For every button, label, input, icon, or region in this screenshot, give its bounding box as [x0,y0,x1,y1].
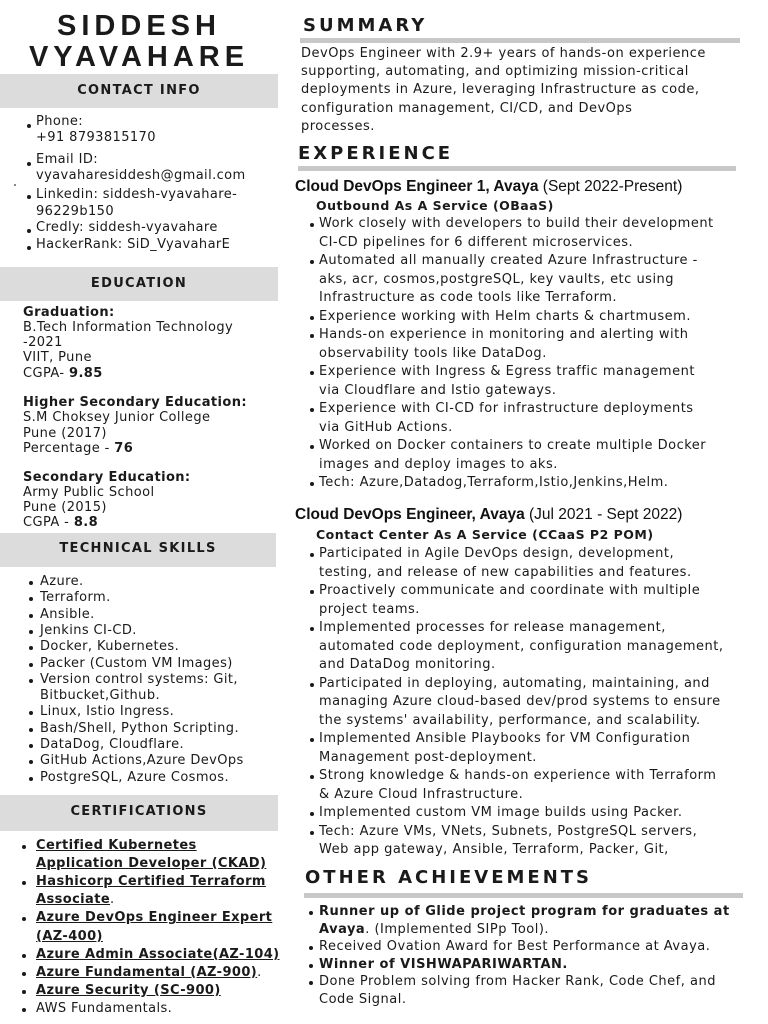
certification-name[interactable]: Associate [36,892,111,908]
certification-item[interactable] [36,892,115,909]
graduation-degree: B.Tech Information Technology [23,320,234,335]
certification-item[interactable] [36,856,266,873]
certification-name[interactable]: Application Developer (CKAD) [36,856,267,872]
summary-line: DevOps Engineer with 2.9+ years of hands-on experience [301,46,706,61]
skill-item: Bitbucket,Github. [40,688,161,704]
bullet [309,911,313,915]
job-bullet: Work closely with developers to build their development [319,216,714,231]
job-bullet: Strong knowledge & hands-on experience with Terraform [319,768,717,783]
certification-item[interactable] [36,965,262,982]
skill-item: Ansible. [40,606,95,622]
job-project: Contact Center As A Service (CCaaS P2 POM) [316,527,654,542]
job-bullet: project teams. [319,601,420,617]
job-role: Cloud DevOps Engineer 1, Avaya [295,178,539,195]
achievement-item-cont: Code Signal. [319,991,407,1007]
achievement-item: Winner of VISHWAPARIWARTAN. [319,956,568,972]
credly-link[interactable]: Credly: siddesh-vyavahare [36,220,218,235]
bullet [29,711,33,715]
job-bullet: and DataDog monitoring. [319,657,496,672]
job-bullet: Participated in deploying, automating, maintaining, and [319,675,710,691]
hsc-school: S.M Choksey Junior College [23,410,211,425]
job-dates: (Jul 2021 - Sept 2022) [524,506,683,523]
bullet [27,124,31,128]
graduation-college: VIIT, Pune [23,350,92,365]
skill-item: GitHub Actions,Azure DevOps [40,753,244,769]
summary-rule [300,38,740,43]
bullet [310,260,314,264]
certification-item[interactable] [36,874,266,891]
graduation-label: Graduation: [23,305,115,320]
bullet [310,683,314,687]
education-heading: EDUCATION [0,267,278,301]
bullet [310,627,314,631]
job-bullet: the systems' availability, performance, and scalability. [319,712,701,728]
job-title [295,505,682,524]
bullet [22,845,26,849]
ssc-year: Pune (2015) [23,500,107,515]
certification-item[interactable] [36,910,272,927]
skills-heading: TECHNICAL SKILLS [0,533,276,567]
bullet [22,972,26,976]
bullet [310,482,314,486]
summary-line: configuration management, CI/CD, and DevOps [301,100,633,116]
bullet [29,744,33,748]
name-last: VYAVAHARE [28,41,250,73]
bullet [29,581,33,585]
bullet [29,760,33,764]
achievement-item: Received Ovation Award for Best Performance at Avaya. [319,939,711,954]
bullet [29,777,33,781]
decorative-dot [14,184,16,186]
skill-item: Linux, Istio Ingress. [40,704,175,720]
hsc-score: Percentage - 76 [23,441,134,456]
summary-line: processes. [301,118,375,134]
bullet [29,630,33,634]
certification-name: AWS Fundamentals. [36,1000,173,1016]
bullet [27,229,31,233]
bullet [27,195,31,199]
job-bullet: Worked on Docker containers to create multiple Docker [319,438,707,453]
bullet [29,597,33,601]
bullet [310,408,314,412]
skill-item: Version control systems: Git, [40,671,238,687]
job-bullet: Tech: Azure,Datadog,Terraform,Istio,Jenkins,Helm. [319,475,669,490]
job-bullet: Participated in Agile DevOps design, development, [319,546,675,561]
job-bullet: aks, acr, cosmos,postgreSQL, key vaults, etc using [319,271,675,287]
punctuation: . [257,964,262,980]
bullet [29,614,33,618]
job-bullet: Implemented custom VM image builds using Packer. [319,805,683,820]
job-bullet: Experience working with Helm charts & chartmusem. [319,308,691,324]
job-bullet: Experience with CI-CD for infrastructure deployments [319,401,694,416]
bullet [309,981,313,985]
job-bullet: testing, and release of new capabilities and features. [319,564,692,580]
graduation-year: -2021 [23,335,63,350]
certification-name[interactable]: Azure Security (SC-900) [36,982,221,998]
bullet [29,728,33,732]
job-bullet: automated code deployment, configuration management, [319,638,724,654]
certification-name[interactable]: Certified Kubernetes [36,838,197,853]
ssc-school: Army Public School [23,485,155,500]
summary-line: deployments in Azure, leveraging Infrastructure as code, [301,82,700,98]
skill-item: Docker, Kubernetes. [40,639,180,655]
hsc-label: Higher Secondary Education: [23,395,247,410]
summary-heading: SUMMARY [303,15,428,36]
skill-item: Terraform. [40,590,111,606]
linkedin-link[interactable]: Linkedin: siddesh-vyavahare- [36,187,238,202]
bullet [310,371,314,375]
graduation-score: CGPA- 9.85 [23,366,103,381]
certification-item[interactable] [36,838,197,855]
job-bullet: Infrastructure as code tools like Terraform. [319,290,617,305]
bullet [29,646,33,650]
job-bullet: Proactively communicate and coordinate with multiple [319,583,701,598]
certification-name[interactable]: (AZ-400) [36,928,103,944]
bullet [310,590,314,594]
ssc-label: Secondary Education: [23,470,191,485]
experience-heading: EXPERIENCE [298,143,454,164]
job-bullet: Management post-deployment. [319,749,537,765]
certification-item [36,1001,172,1018]
job-bullet: via Cloudflare and Istio gateways. [319,382,557,398]
achievement-text: . (Implemented SIPp Tool). [365,921,550,937]
skill-item: Jenkins CI-CD. [40,622,137,638]
bullet [310,223,314,227]
job-bullet: CI-CD pipelines for 6 different microservices. [319,234,634,250]
hackerrank-link[interactable]: HackerRank: SiD_VyavaharE [36,237,231,252]
bullet [22,881,26,885]
job-bullet: Implemented processes for release management, [319,620,666,635]
skill-item: DataDog, Cloudflare. [40,737,184,752]
name-first: SIDDESH [57,10,221,42]
skill-item: PostgreSQL, Azure Cosmos. [40,769,229,785]
certification-name[interactable]: Azure Fundamental (AZ-900) [36,964,258,980]
achievement-item-cont [319,921,549,940]
certification-item[interactable] [36,983,221,1000]
achievement-bold: Avaya [319,921,366,937]
bullet [29,679,33,683]
certification-item[interactable] [36,929,103,946]
bullet [22,1008,26,1012]
bullet [309,964,313,968]
bullet [29,663,33,667]
linkedin-link-cont[interactable]: 96229b150 [36,204,115,219]
bullet [22,917,26,921]
job-dates: (Sept 2022-Present) [538,178,683,195]
achievements-rule [304,893,743,898]
job-bullet: via GitHub Actions. [319,419,453,435]
bullet [310,334,314,338]
skill-item: Bash/Shell, Python Scripting. [40,720,239,736]
bullet [310,775,314,779]
summary-line: supporting, automating, and optimizing mission-critical [301,64,689,80]
achievements-heading: OTHER ACHIEVEMENTS [305,867,593,888]
skill-item: Packer (Custom VM Images) [40,655,233,671]
job-bullet: Hands-on experience in monitoring and alerting with [319,327,689,342]
job-project: Outbound As A Service (OBaaS) [316,198,554,213]
certification-name[interactable]: Azure DevOps Engineer Expert [36,910,273,926]
job-bullet: Implemented Ansible Playbooks for VM Configuration [319,731,691,746]
job-title [295,177,682,196]
email-label: Email ID: [36,152,99,167]
hsc-year: Pune (2017) [23,426,107,441]
bullet [27,162,31,166]
bullet [310,831,314,835]
job-bullet: managing Azure cloud-based dev/prod systems to ensure [319,694,721,709]
job-bullet: Experience with Ingress & Egress traffic management [319,364,695,379]
job-bullet: Tech: Azure VMs, VNets, Subnets, PostgreSQL servers, [319,823,698,839]
bullet [309,946,313,950]
punctuation: . [110,892,115,908]
ssc-score: CGPA - 8.8 [23,515,99,530]
bullet [22,954,26,958]
job-bullet: Web app gateway, Ansible, Terraform, Packer, Git, [319,842,669,857]
bullet [310,553,314,557]
bullet [27,246,31,250]
bullet [310,316,314,320]
certifications-heading: CERTIFICATIONS [0,795,278,831]
achievement-item: Done Problem solving from Hacker Rank, Code Chef, and [319,974,716,989]
bullet [310,445,314,449]
skill-item: Azure. [40,574,84,589]
job-bullet: & Azure Cloud Infrastructure. [319,786,524,802]
phone-value: +91 8793815170 [36,130,156,145]
job-bullet: images and deploy images to aks. [319,456,558,472]
job-role: Cloud DevOps Engineer, Avaya [295,506,525,523]
bullet [310,738,314,742]
experience-rule [298,166,736,171]
bullet [310,812,314,816]
job-bullet: Automated all manually created Azure Infrastructure - [319,253,698,268]
achievement-item: Runner up of Glide project program for graduates at [319,904,730,919]
certification-name[interactable]: Hashicorp Certified Terraform [36,874,266,890]
bullet [22,990,26,994]
contact-heading: CONTACT INFO [0,74,278,108]
email-value[interactable]: vyavaharesiddesh@gmail.com [36,168,246,183]
certification-item[interactable] [36,947,280,964]
certification-name[interactable]: Azure Admin Associate(AZ-104) [36,946,280,962]
job-bullet: observability tools like DataDog. [319,345,547,361]
phone-label: Phone: [36,114,84,129]
